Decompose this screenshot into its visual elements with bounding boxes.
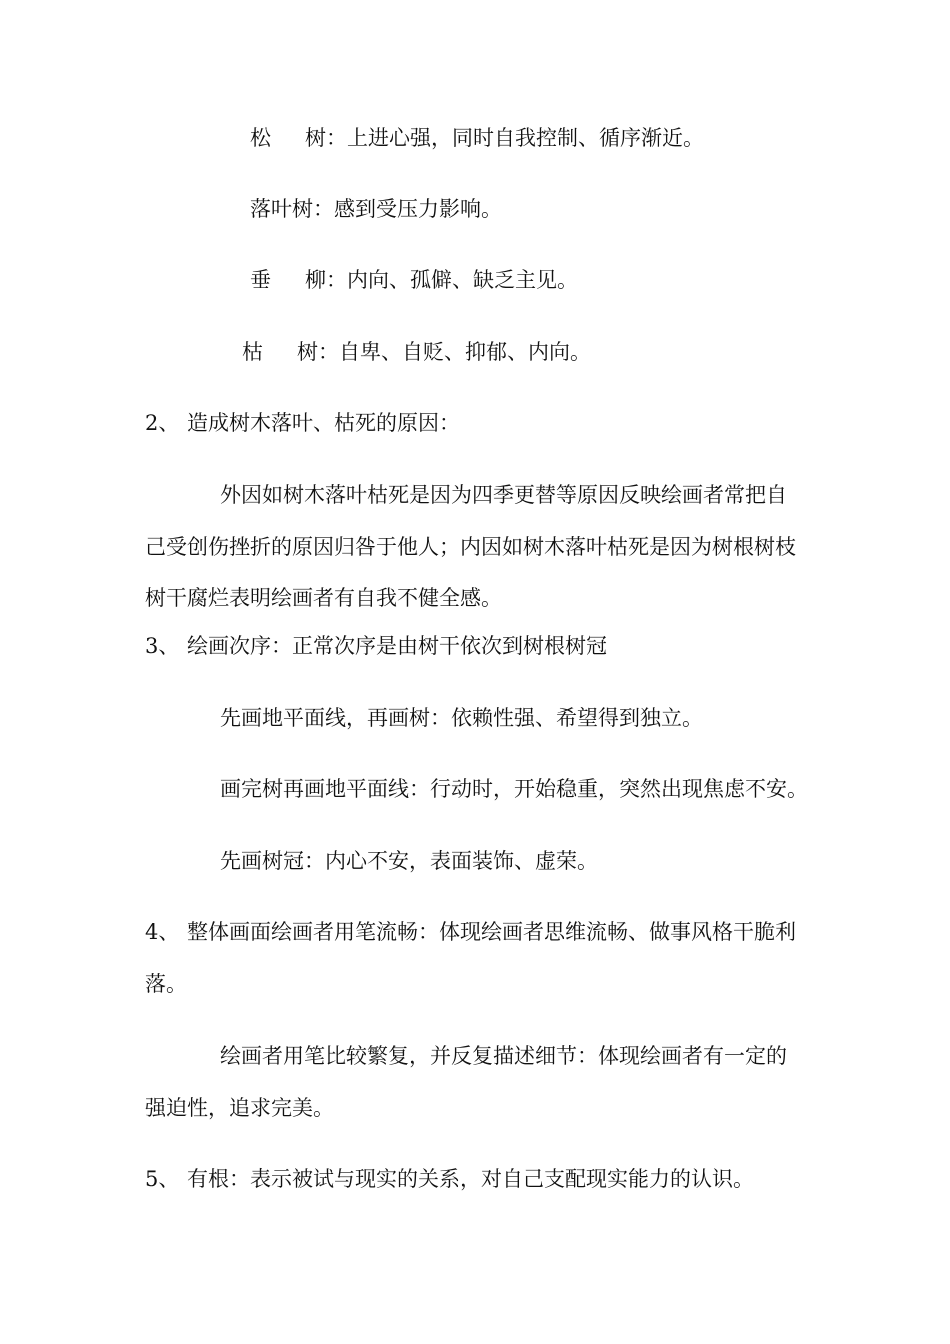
tree-type-deciduous — [250, 197, 502, 221]
section-number: 2、 — [145, 411, 180, 435]
section-4-paragraph-line-1: 绘画者用笔比较繁复，并反复描述细节：体现绘画者有一定的 — [220, 1044, 787, 1068]
section-title: 有根：表示被试与现实的关系，对自己支配现实能力的认识。 — [187, 1167, 754, 1191]
section-title: 整体画面绘画者用笔流畅：体现绘画者思维流畅、做事风格干脆利 — [187, 920, 796, 944]
section-2-paragraph-line-1: 外因如树木落叶枯死是因为四季更替等原因反映绘画者常把自 — [220, 483, 787, 507]
section-2-heading — [145, 411, 460, 435]
tree-type-willow — [250, 268, 578, 292]
section-number: 4、 — [145, 920, 180, 944]
section-5-heading — [145, 1167, 754, 1191]
tree-description: ：感到受压力影响。 — [313, 197, 502, 221]
section-title: 绘画次序：正常次序是由树干依次到树根树冠 — [187, 634, 607, 658]
section-4-paragraph-line-2: 强迫性，追求完美。 — [145, 1096, 334, 1120]
section-2-paragraph-line-2: 己受创伤挫折的原因归咎于他人；内因如树木落叶枯死是因为树根树枝 — [145, 535, 796, 559]
tree-name-char-2: 柳 — [305, 268, 326, 292]
section-2-paragraph-line-3: 树干腐烂表明绘画者有自我不健全感。 — [145, 586, 502, 610]
tree-type-pine — [250, 126, 704, 150]
section-4-heading — [145, 920, 796, 944]
section-3-item-1: 先画地平面线，再画树：依赖性强、希望得到独立。 — [220, 706, 703, 730]
tree-description: ：上进心强，同时自我控制、循序渐近。 — [326, 126, 704, 150]
section-3-item-3: 先画树冠：内心不安，表面装饰、虚荣。 — [220, 849, 598, 873]
section-3-heading — [145, 634, 607, 658]
section-3-item-2: 画完树再画地平面线：行动时，开始稳重，突然出现焦虑不安。 — [220, 777, 808, 801]
tree-type-dead — [242, 340, 591, 364]
tree-name-char-1: 松 — [250, 126, 271, 150]
section-4-heading-line-2: 落。 — [145, 972, 187, 996]
section-title: 造成树木落叶、枯死的原因： — [187, 411, 460, 435]
tree-name-char-2: 树 — [297, 340, 318, 364]
section-number: 3、 — [145, 634, 180, 658]
tree-description: ：自卑、自贬、抑郁、内向。 — [318, 340, 591, 364]
tree-description: ：内向、孤僻、缺乏主见。 — [326, 268, 578, 292]
tree-name-char-1: 枯 — [242, 340, 263, 364]
tree-name-char-1: 垂 — [250, 268, 271, 292]
tree-name-char-2: 树 — [305, 126, 326, 150]
section-number: 5、 — [145, 1167, 180, 1191]
tree-name: 落叶树 — [250, 197, 313, 221]
